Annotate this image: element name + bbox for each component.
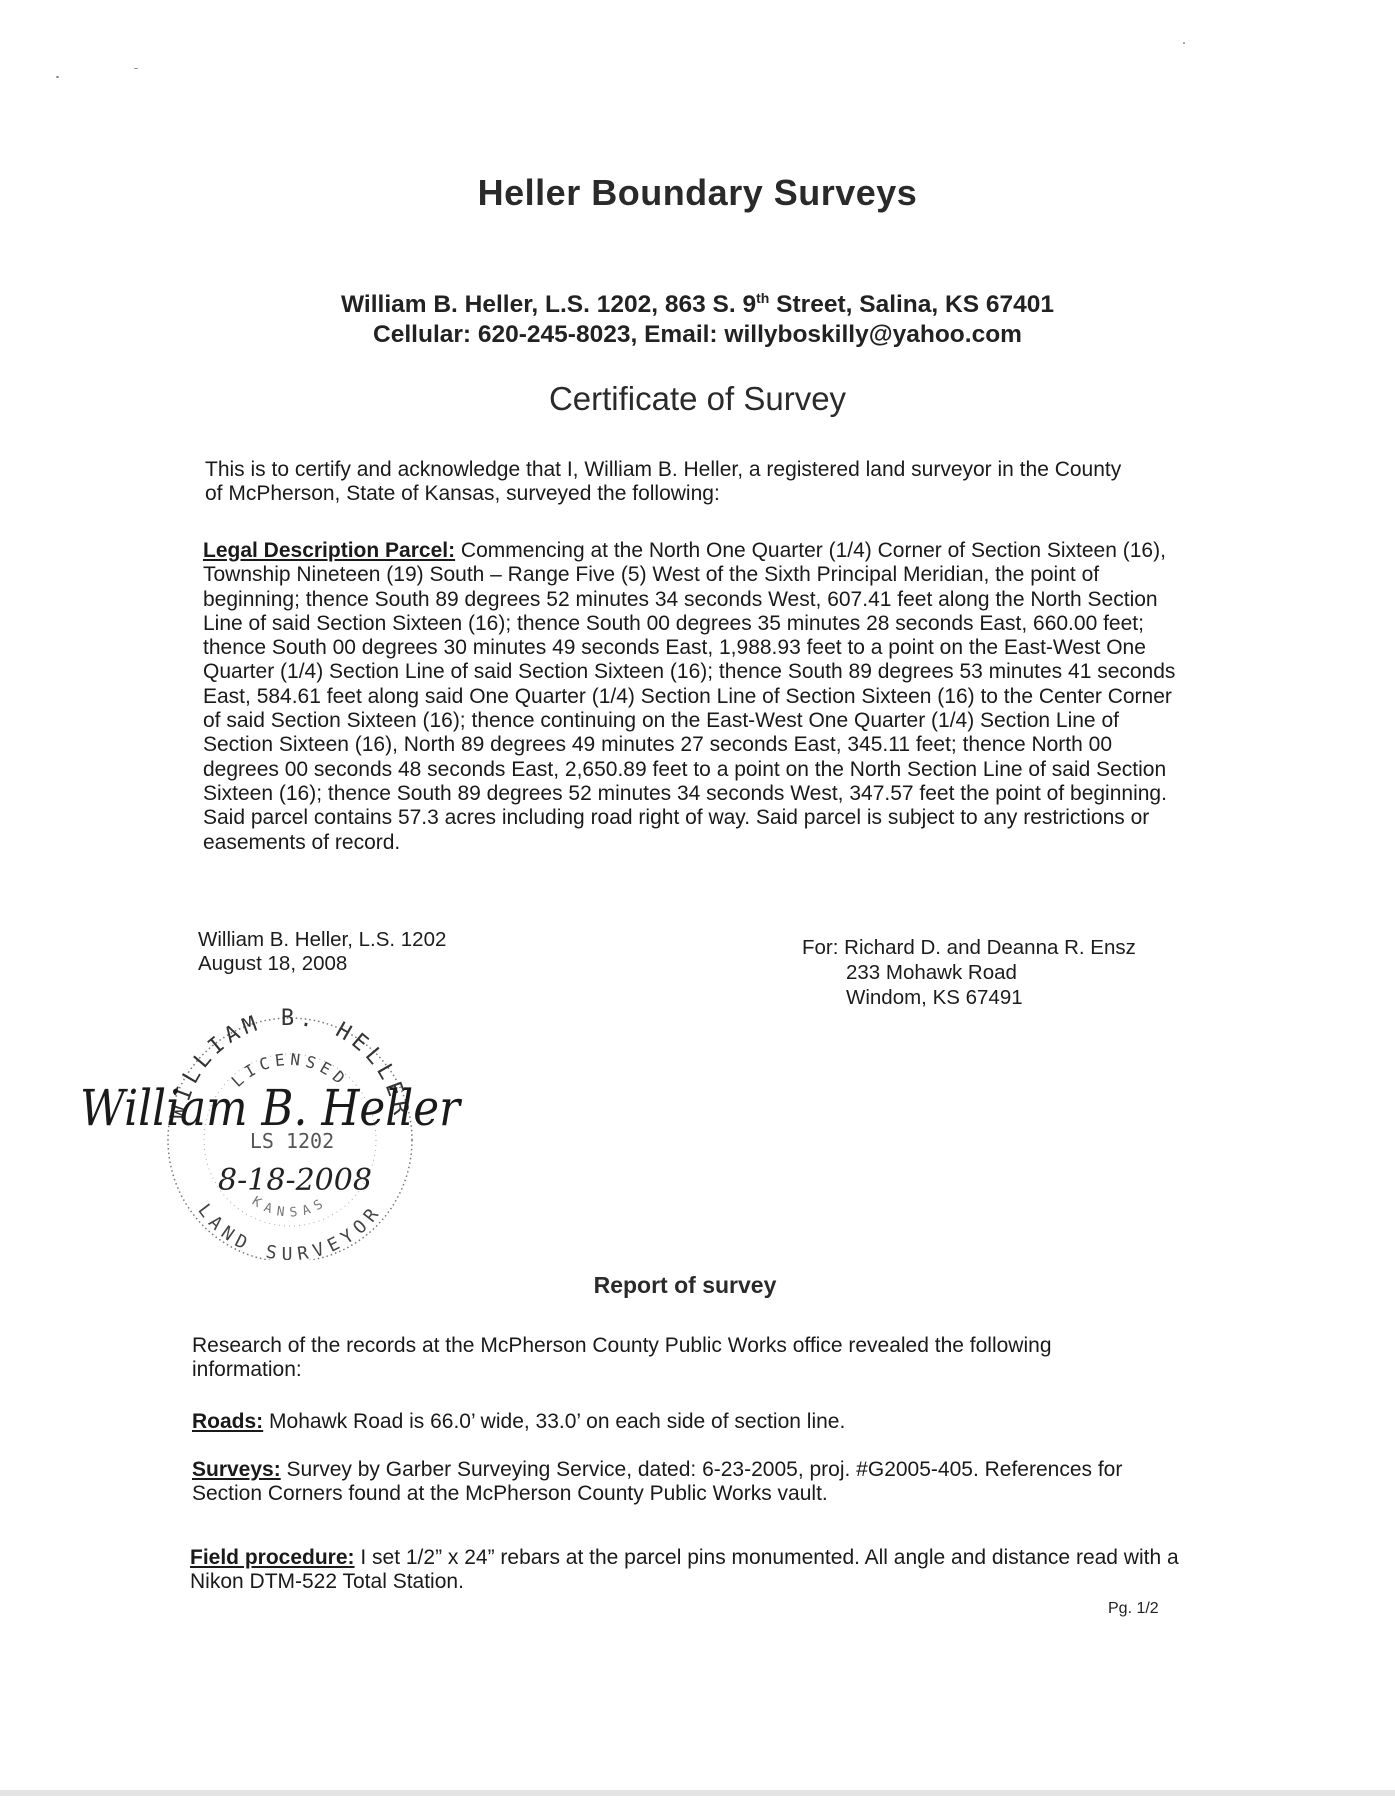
certification-statement: This is to certify and acknowledge that I, William B. Heller, a registered land surveyor in the County of McPherson, State of Kansas, surveyed the following: xyxy=(205,458,1122,506)
scan-speck xyxy=(134,68,138,69)
company-name: Heller Boundary Surveys xyxy=(477,172,918,213)
roads-text: Mohawk Road is 66.0’ wide, 33.0’ on each side of section line. xyxy=(263,1410,846,1433)
surveyor-signature-block xyxy=(198,928,446,976)
surveys-label: Surveys: xyxy=(192,1458,281,1481)
address-line: William B. Heller, L.S. 1202, 863 S. 9th Street, Salina, KS 67401 xyxy=(341,290,1054,319)
scan-edge xyxy=(0,1790,1395,1796)
page-number: Pg. 1/2 xyxy=(1108,1600,1159,1617)
surveyor-name: William B. Heller, L.S. 1202 xyxy=(198,928,447,951)
client-block xyxy=(802,935,1136,1010)
surveys-section xyxy=(192,1458,1182,1507)
client-city: Windom, KS 67491 xyxy=(846,986,1023,1009)
client-name: For: Richard D. and Deanna R. Ensz xyxy=(802,936,1136,959)
handwritten-date: 8-18-2008 xyxy=(218,1163,372,1198)
seal-license-number: LS 1202 xyxy=(249,1129,335,1153)
scan-speck xyxy=(1183,42,1185,44)
surveys-text: Survey by Garber Surveying Service, dated: 6-23-2005, proj. #G2005-405. References for Section Corners found at the McPherson County Public Works vault. xyxy=(192,1458,1123,1506)
legal-description-label: Legal Description Parcel: xyxy=(203,539,456,562)
legal-description-text: Commencing at the North One Quarter (1/4) Corner of Section Sixteen (16), Township Nineteen (19) South – Range Five (5) West of the Sixth Principal Meridian, the point of beginning; thence South 89 degrees 52 minutes 34 seconds West, 607.41 feet along the North Section Line of said Section Sixteen (16); thence South 00 degrees 35 minutes 28 seconds East, 660.00 feet; thence South 00 degrees 30 minutes 49 seconds East, 1,988.93 feet to a point on the East-West One Quarter (1/4) Section Line of said Section Sixteen (16); thence South 89 degrees 53 minutes 41 seconds East, 584.61 feet along said One Quarter (1/4) Section Line of Section Sixteen (16) to the Center Corner of said Section Sixteen (16); thence continuing on the East-West One Quarter (1/4) Section Line of Section Sixteen (16), North 89 degrees 49 minutes 27 seconds East, 345.11 feet; thence North 00 degrees 00 seconds 48 seconds East, 2,650.89 feet to a point on the North Section Line of said Section Sixteen (16); thence South 89 degrees 52 minutes 34 seconds West, 347.57 feet the point of beginning. Said parcel contains 57.3 acres including road right of way. Said parcel is subject to any restrictions or easements of record. xyxy=(203,539,1176,854)
certificate-title: Certificate of Survey xyxy=(548,380,847,417)
legal-description xyxy=(203,539,1183,855)
seal-inner-text: LICENSED xyxy=(227,1049,353,1091)
seal-top-text: WILLIAM B. HELLER xyxy=(166,1006,414,1122)
client-street: 233 Mohawk Road xyxy=(846,961,1017,984)
field-procedure-label: Field procedure: xyxy=(190,1546,355,1569)
scan-speck xyxy=(56,76,59,78)
roads-section xyxy=(192,1410,1152,1434)
research-statement: Research of the records at the McPherson County Public Works office revealed the following information: xyxy=(192,1334,1052,1382)
seal-bottom-text: LAND SURVEYOR xyxy=(193,1200,387,1260)
surveyor-seal xyxy=(80,1000,470,1260)
roads-label: Roads: xyxy=(192,1410,264,1433)
field-procedure-text: I set 1/2” x 24” rebars at the parcel pins monumented. All angle and distance read with a Nikon DTM-522 Total Station. xyxy=(190,1546,1179,1594)
contact-line: Cellular: 620-245-8023, Email: willyboskilly@yahoo.com xyxy=(373,321,1022,349)
field-procedure-section xyxy=(190,1546,1180,1595)
survey-date: August 18, 2008 xyxy=(198,952,348,975)
company-contact xyxy=(0,283,1395,350)
seal-state-text: KANSAS xyxy=(249,1193,331,1221)
handwritten-signature: William B. Heller xyxy=(80,1079,463,1137)
report-title: Report of survey xyxy=(593,1272,777,1298)
